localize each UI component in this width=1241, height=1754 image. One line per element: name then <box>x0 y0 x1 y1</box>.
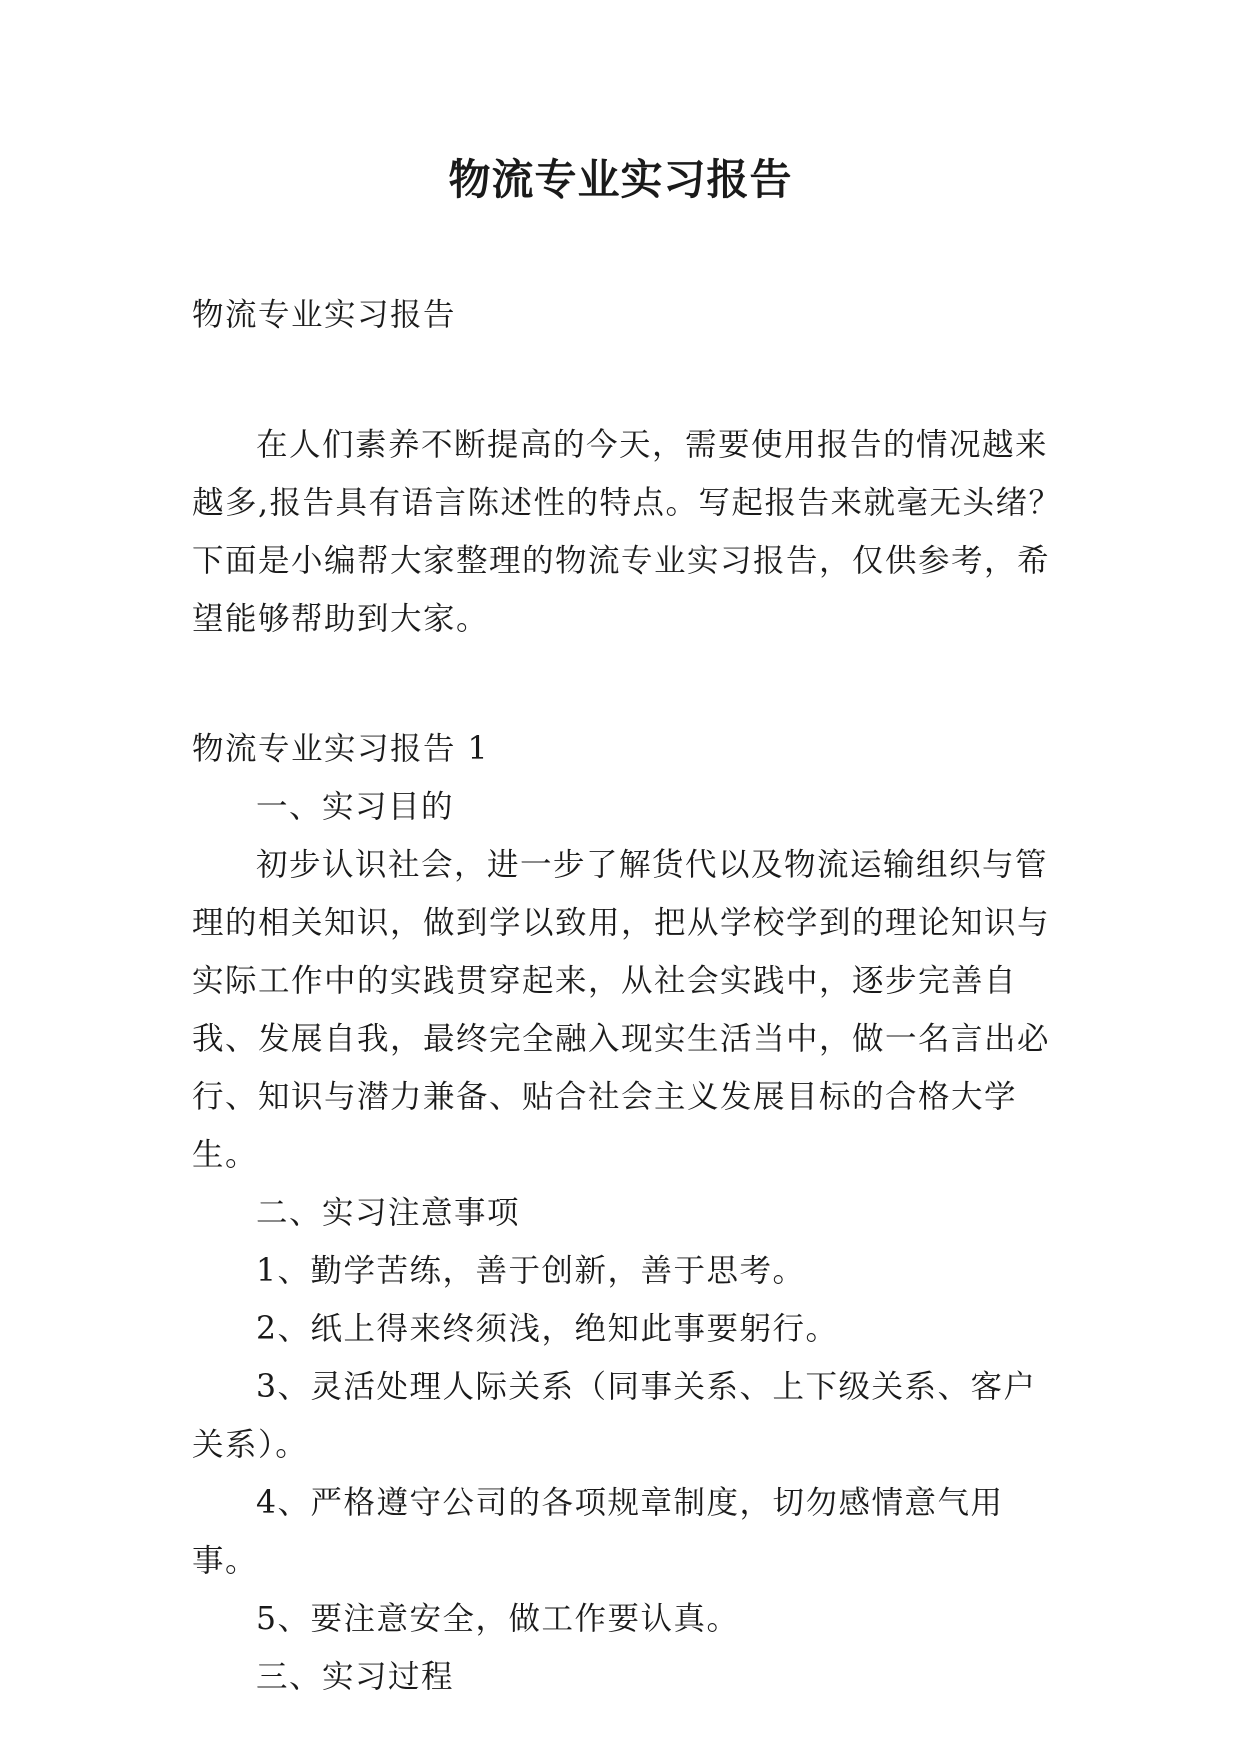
report-subtitle: 物流专业实习报告 <box>192 297 457 333</box>
note-item-5: 5、要注意安全，做工作要认真。 <box>256 1601 740 1637</box>
section-heading-purpose: 一、实习目的 <box>256 789 455 825</box>
purpose-paragraph: 初步认识社会，进一步了解货代以及物流运输组织与管理的相关知识，做到学以致用，把从学校学到的理论知识与实际工作中的实践贯穿起来，从社会实践中，逐步完善自我、发展自我，最终完全融入现实生活当中，做一名言出必行、知识与潜力兼备、贴合社会主义发展目标的合格大学生。 <box>192 847 1051 1173</box>
document-body <box>192 286 1068 1706</box>
document-title: 物流专业实习报告 <box>448 155 793 204</box>
note-item-1: 1、勤学苦练，善于创新，善于思考。 <box>256 1253 806 1289</box>
note-item-3: 3、灵活处理人际关系（同事关系、上下级关系、客户关系）。 <box>192 1369 1037 1463</box>
report-section-heading: 物流专业实习报告 1 <box>192 731 490 767</box>
note-item-4: 4、严格遵守公司的各项规章制度，切勿感情意气用事。 <box>192 1485 1004 1579</box>
section-heading-notes: 二、实习注意事项 <box>256 1195 521 1231</box>
intro-paragraph: 在人们素养不断提高的今天，需要使用报告的情况越来越多,报告具有语言陈述性的特点。写起报告来就毫无头绪？下面是小编帮大家整理的物流专业实习报告，仅供参考，希望能够帮助到大家。 <box>192 427 1062 637</box>
note-item-2: 2、纸上得来终须浅，绝知此事要躬行。 <box>256 1311 839 1347</box>
section-heading-process: 三、实习过程 <box>256 1659 455 1695</box>
